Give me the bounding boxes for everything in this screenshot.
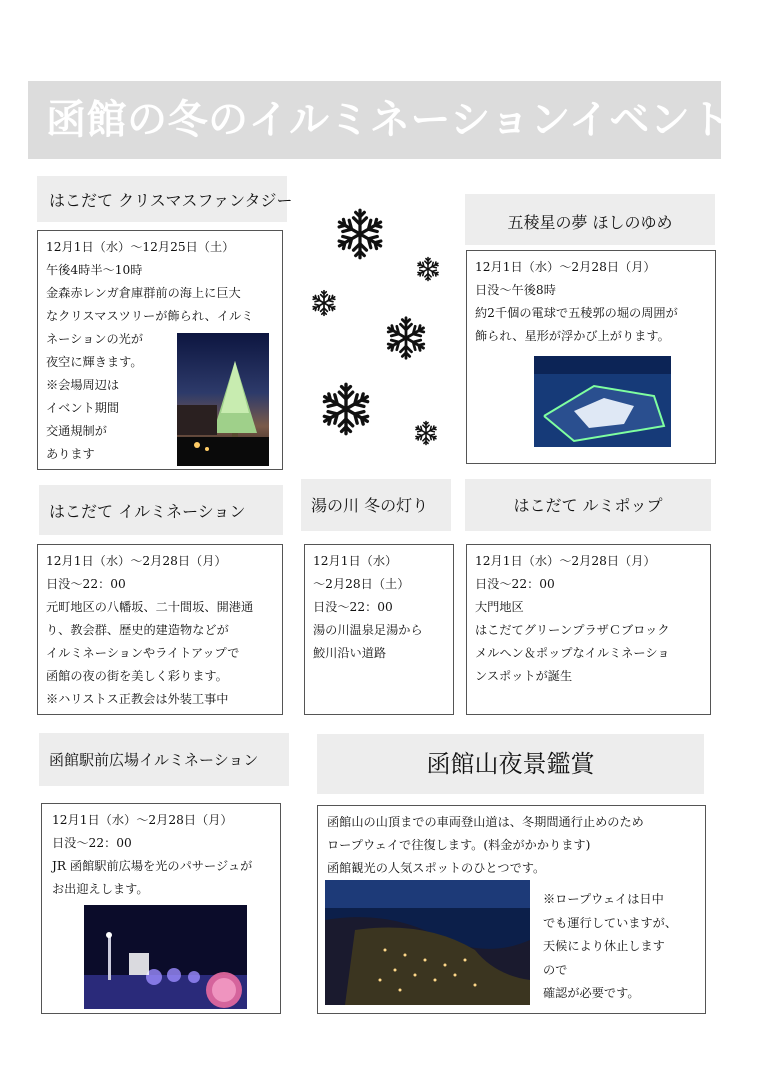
event-text-line: メルヘン＆ポップなイルミネーショ <box>475 646 670 660</box>
event-text-line: 約2千個の電球で五稜郭の堀の周囲が <box>475 306 678 320</box>
event-text-line: 12月1日（水）～2月28日（月） <box>52 813 233 827</box>
event-box-illumination <box>37 544 283 715</box>
snowflake-icon <box>318 378 374 440</box>
event-text-line: 金森赤レンガ倉庫群前の海上に巨大 <box>46 286 241 300</box>
event-text-line: 夜空に輝きます。 <box>46 355 143 369</box>
event-box-yunokawa <box>304 544 454 715</box>
snowflake-icon <box>333 207 387 261</box>
event-text-line: 元町地区の八幡坂、二十間坂、開港通 <box>46 600 254 614</box>
event-text-line: 日没～22：00 <box>46 577 126 591</box>
event-title-goryokaku: 五稜星の夢 ほしのゆめ <box>465 194 715 245</box>
event-title-christmas-fantasy: はこだて クリスマスファンタジー <box>37 176 287 222</box>
note-text-line: 天候により休止します <box>543 939 665 953</box>
event-text-line: 函館山の山頂までの車両登山道は、冬期間通行止めのため <box>327 815 644 829</box>
event-text-line: ※ハリストス正教会は外装工事中 <box>46 692 229 706</box>
event-text-line: 函館観光の人気スポットのひとつです。 <box>327 861 546 875</box>
event-title-mountain: 函館山夜景鑑賞 <box>317 734 704 794</box>
event-box-lumipop <box>466 544 711 715</box>
event-title-station: 函館駅前広場イルミネーション <box>39 733 289 786</box>
snowflake-icon <box>383 313 429 363</box>
note-text-line: でも運行していますが、 <box>543 915 678 930</box>
event-title-yunokawa: 湯の川 冬の灯り <box>301 479 451 531</box>
event-text-line: ンスポットが誕生 <box>475 669 573 683</box>
event-title-lumipop: はこだて ルミポップ <box>465 479 711 531</box>
snowflake-icon <box>310 287 338 319</box>
event-text-line: 函館の夜の街を美しく彩ります。 <box>46 669 228 683</box>
note-text-line: ※ロープウェイは日中 <box>543 892 664 906</box>
night-view-photo <box>325 880 530 1005</box>
event-text-line: イルミネーションやライトアップで <box>46 646 240 660</box>
snowflake-icon <box>413 418 439 448</box>
note-text-line: ので <box>543 962 568 977</box>
event-text-line: ロープウェイで往復します。(料金がかかります) <box>327 838 591 852</box>
event-text-line: 湯の川温泉足湯から <box>313 623 423 637</box>
event-text-line: 交通規制が <box>46 424 107 438</box>
station-illumination-photo <box>84 905 247 1009</box>
event-text-line: なクリスマスツリーが飾られ、イルミ <box>46 309 254 323</box>
event-text-line: ※会場周辺は <box>46 378 120 392</box>
event-text-line: 12月1日（水）～2月28日（月） <box>475 554 656 568</box>
event-text-line: あります <box>46 447 95 461</box>
event-text-line: り、教会群、歴史的建造物などが <box>46 623 229 637</box>
event-text-line: ネーションの光が <box>46 332 144 346</box>
christmas-tree-photo <box>177 333 269 466</box>
note-text-line: 確認が必要です。 <box>543 986 640 1000</box>
snowflake-icon <box>415 253 441 285</box>
event-text-line: 午後4時半～10時 <box>46 263 143 277</box>
event-text-line: 12月1日（水）～2月28日（月） <box>475 260 656 274</box>
event-text-line: 飾られ、星形が浮かび上がります。 <box>475 329 670 343</box>
event-text-line: 12月1日（水） <box>313 554 398 568</box>
event-text-line: お出迎えします。 <box>52 882 149 896</box>
event-text-line: 鮫川沿い道路 <box>313 646 387 660</box>
event-text-line: 日没～22：00 <box>52 836 132 850</box>
goryokaku-photo <box>534 356 671 447</box>
event-title-illumination: はこだて イルミネーション <box>39 485 283 535</box>
page-title: 函館の冬のイルミネーションイベント <box>28 81 721 159</box>
event-text-line: 12月1日（水）～2月28日（月） <box>46 554 227 568</box>
event-text-line: 12月1日（水）～12月25日（土） <box>46 240 235 254</box>
event-text-line: 日没～午後8時 <box>475 283 556 297</box>
event-text-line: ～2月28日（土） <box>313 577 410 591</box>
event-text-line: はこだてグリーンプラザＣブロック <box>475 623 670 637</box>
event-text-line: イベント期間 <box>46 401 120 415</box>
event-text-line: 日没～22：00 <box>313 600 393 614</box>
event-text-line: 日没～22：00 <box>475 577 555 591</box>
event-text-line: JR 函館駅前広場を光のパサージュが <box>52 859 253 873</box>
ropeway-note <box>543 888 703 1006</box>
event-text-line: 大門地区 <box>475 600 524 614</box>
